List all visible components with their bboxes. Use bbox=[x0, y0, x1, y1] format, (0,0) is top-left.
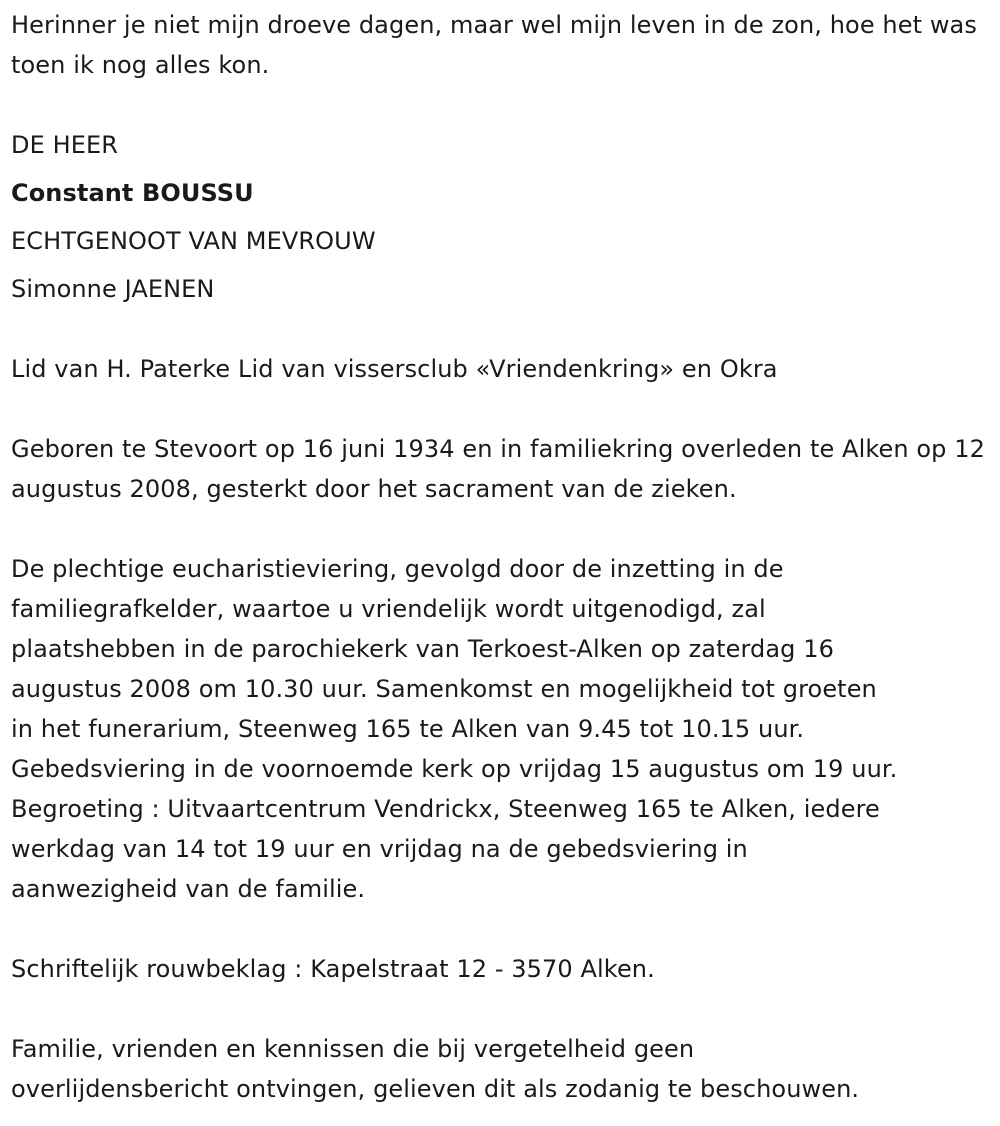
intro-quote: Herinner je niet mijn droeve dagen, maar wel mijn leven in de zon, hoe het was toen ik nog alles kon. bbox=[11, 11, 977, 79]
spacer bbox=[11, 989, 996, 1029]
ceremony-line: Gebedsviering in de voornoemde kerk op vrijdag 15 augustus om 19 uur. bbox=[11, 755, 898, 783]
ceremony-line: in het funerarium, Steenweg 165 te Alken van 9.45 tot 10.15 uur. bbox=[11, 715, 805, 743]
birth-death-details: Geboren te Stevoort op 16 juni 1934 en in familiekring overleden te Alken op 12 augustus 2008, gesterkt door het sacrament van de zieken. bbox=[11, 435, 985, 503]
closing-note bbox=[11, 1029, 996, 1109]
ceremony-line: werkdag van 14 tot 19 uur en vrijdag na de gebedsviering in bbox=[11, 835, 748, 863]
deceased-name: Constant BOUSSU bbox=[11, 179, 254, 207]
name-block bbox=[11, 121, 996, 313]
ceremony-details bbox=[11, 549, 996, 909]
ceremony-line: aanwezigheid van de familie. bbox=[11, 875, 366, 903]
spacer bbox=[11, 85, 996, 125]
memberships: Lid van H. Paterke Lid van vissersclub «Vriendenkring» en Okra bbox=[11, 355, 778, 383]
spouse-name: Simonne JAENEN bbox=[11, 275, 215, 303]
spacer bbox=[11, 509, 996, 549]
obituary-notice bbox=[11, 5, 996, 1109]
ceremony-line: De plechtige eucharistieviering, gevolgd door de inzetting in de bbox=[11, 555, 784, 583]
title-line: DE HEER bbox=[11, 131, 119, 159]
ceremony-line: familiegrafkelder, waartoe u vriendelijk wordt uitgenodigd, zal bbox=[11, 595, 766, 623]
ceremony-line: Begroeting : Uitvaartcentrum Vendrickx, Steenweg 165 te Alken, iedere bbox=[11, 795, 880, 823]
closing-line: overlijdensbericht ontvingen, gelieven dit als zodanig te beschouwen. bbox=[11, 1075, 860, 1103]
ceremony-line: plaatshebben in de parochiekerk van Terkoest-Alken op zaterdag 16 bbox=[11, 635, 834, 663]
spacer bbox=[11, 389, 996, 429]
spacer bbox=[11, 309, 996, 349]
condolence-address: Schriftelijk rouwbeklag : Kapelstraat 12 - 3570 Alken. bbox=[11, 955, 655, 983]
ceremony-line: augustus 2008 om 10.30 uur. Samenkomst en mogelijkheid tot groeten bbox=[11, 675, 877, 703]
spouse-label: ECHTGENOOT VAN MEVROUW bbox=[11, 227, 376, 255]
closing-line: Familie, vrienden en kennissen die bij vergetelheid geen bbox=[11, 1035, 695, 1063]
spacer bbox=[11, 909, 996, 949]
